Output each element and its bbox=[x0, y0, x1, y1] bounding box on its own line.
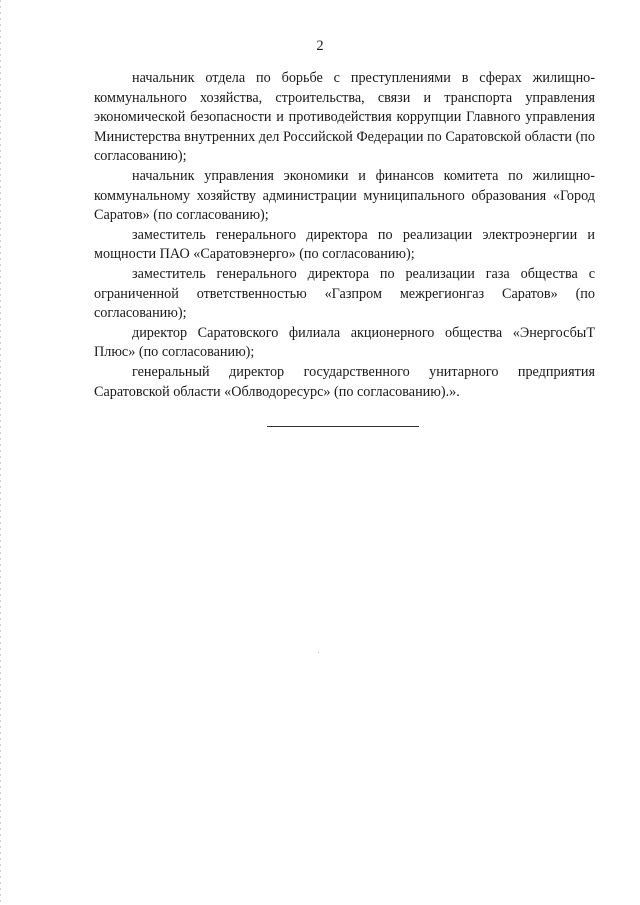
page-number: 2 bbox=[316, 38, 324, 54]
paragraph: заместитель генерального директора по реализации газа общества с ограниченной ответственностью «Газпром межрегионгаз Саратов» (по согласованию); bbox=[94, 265, 595, 322]
closing-divider-line bbox=[267, 426, 419, 427]
scan-left-edge bbox=[0, 0, 1, 905]
paragraph: директор Саратовского филиала акционерного общества «ЭнергосбыТ Плюс» (по согласованию); bbox=[94, 324, 595, 361]
paragraph: генеральный директор государственного унитарного предприятия Саратовской области «Облводоресурс» (по согласованию).». bbox=[94, 363, 595, 400]
scan-speck bbox=[318, 652, 319, 653]
paragraph: начальник управления экономики и финансов комитета по жилищно-коммунальному хозяйству администрации муниципального образования «Город Саратов» (по согласованию); bbox=[94, 167, 595, 224]
document-body bbox=[94, 69, 595, 402]
paragraph: заместитель генерального директора по реализации электроэнергии и мощности ПАО «Саратовэнерго» (по согласованию); bbox=[94, 226, 595, 263]
paragraph: начальник отдела по борьбе с преступлениями в сферах жилищно-коммунального хозяйства, строительства, связи и транспорта управления экономической безопасности и противодействия коррупции Главного управления Министерства внутренних дел Российской Федерации по Саратовской области (по согласованию); bbox=[94, 70, 595, 165]
